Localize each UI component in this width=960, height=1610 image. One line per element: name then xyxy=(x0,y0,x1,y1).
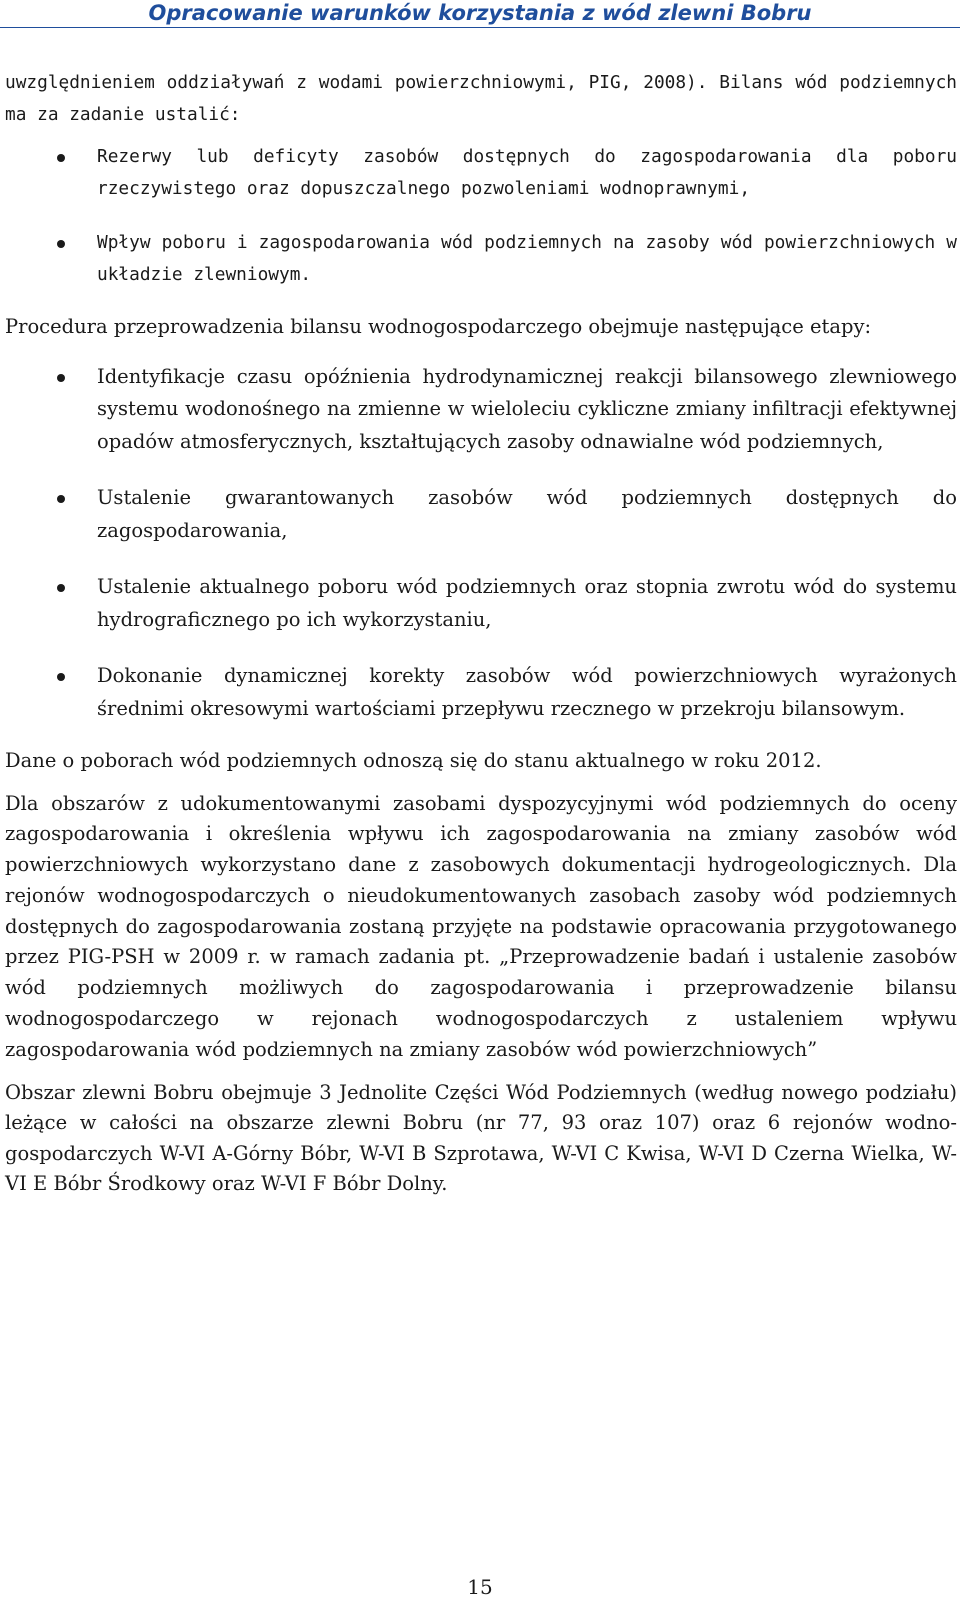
documented-areas-paragraph: Dla obszarów z udokumentowanymi zasobami dyspozycyjnymi wód podziemnych do oceny zagospodarowania i określenia wpływu ich zagospodarowania na zmiany zasobów wód powierzchniowych wykorzystano dane z zasobowych dokumentacji hydrogeologicznych. Dla rejonów wodnogospodarczych o nieudokumentowanych zasobach zasoby wód podziemnych dostępnych do zagospodarowania zostaną przyjęte na podstawie opracowania przygotowanego przez PIG-PSH w 2009 r. w ramach zadania pt. „Przeprowadzenie badań i ustalenie zasobów wód podziemnych możliwych do zagospodarowania i przeprowadzenie bilansu wodnogospodarczego w rejonach wodnogospodarczych z ustaleniem wpływu zagospodarowania wód podziemnych na zmiany zasobów wód powierzchniowych” xyxy=(5,791,957,1061)
list-item-text: Wpływ poboru i zagospodarowania wód podziemnych na zasoby wód powierzchniowych w układzie zlewniowym. xyxy=(97,232,957,285)
list-item-text: Rezerwy lub deficyty zasobów dostępnych do zagospodarowania dla poboru rzeczywistego oraz dopuszczalnego pozwoleniami wodnoprawnymi, xyxy=(97,146,957,199)
bullet-icon xyxy=(57,374,65,382)
list-item xyxy=(5,660,957,725)
procedure-paragraph: Procedura przeprowadzenia bilansu wodnogospodarczego obejmuje następujące etapy: xyxy=(5,315,872,338)
list-item-text: Dokonanie dynamicznej korekty zasobów wód powierzchniowych wyrażonych średnimi okresowymi wartościami przepływu rzecznego w przekroju bilansowym. xyxy=(97,664,957,720)
page-number: 15 xyxy=(467,1575,493,1599)
header-divider xyxy=(0,27,960,28)
document-body xyxy=(5,67,957,1200)
intro-bullet-list xyxy=(5,141,957,291)
list-item xyxy=(5,571,957,636)
data-year-paragraph: Dane o poborach wód podziemnych odnoszą się do stanu aktualnego w roku 2012. xyxy=(5,749,822,772)
list-item-text: Ustalenie aktualnego poboru wód podziemnych oraz stopnia zwrotu wód do systemu hydrograficznego po ich wykorzystaniu, xyxy=(97,575,957,631)
page-header xyxy=(0,0,960,28)
bullet-icon xyxy=(57,495,65,503)
catchment-area-paragraph: Obszar zlewni Bobru obejmuje 3 Jednolite Części Wód Podziemnych (według nowego podziału) leżące w całości na obszarze zlewni Bobru (nr 77, 93 oraz 107) oraz 6 rejonów wodno-gospodarczych W-VI A-Górny Bóbr, W-VI B Szprotawa, W-VI C Kwisa, W-VI D Czerna Wielka, W-VI E Bóbr Środkowy oraz W-VI F Bóbr Dolny. xyxy=(5,1080,957,1196)
bullet-icon xyxy=(57,154,65,162)
list-item-text: Identyfikacje czasu opóźnienia hydrodynamicznej reakcji bilansowego zlewniowego systemu wodonośnego na zmienne w wieloleciu cykliczne zmiany infiltracji efektywnej opadów atmosferycznych, kształtujących zasoby odnawialne wód podziemnych, xyxy=(97,364,957,453)
bullet-icon xyxy=(57,673,65,681)
list-item xyxy=(5,227,957,291)
intro-paragraph: uwzględnieniem oddziaływań z wodami powierzchniowymi, PIG, 2008). Bilans wód podziemnych ma za zadanie ustalić: xyxy=(5,72,957,125)
procedure-bullet-list xyxy=(5,361,957,726)
list-item xyxy=(5,482,957,547)
list-item-text: Ustalenie gwarantowanych zasobów wód podziemnych dostępnych do zagospodarowania, xyxy=(97,486,957,542)
bullet-icon xyxy=(57,584,65,592)
bullet-icon xyxy=(57,240,65,248)
document-title: Opracowanie warunków korzystania z wód zlewni Bobru xyxy=(148,1,812,25)
list-item xyxy=(5,141,957,205)
list-item xyxy=(5,361,957,459)
